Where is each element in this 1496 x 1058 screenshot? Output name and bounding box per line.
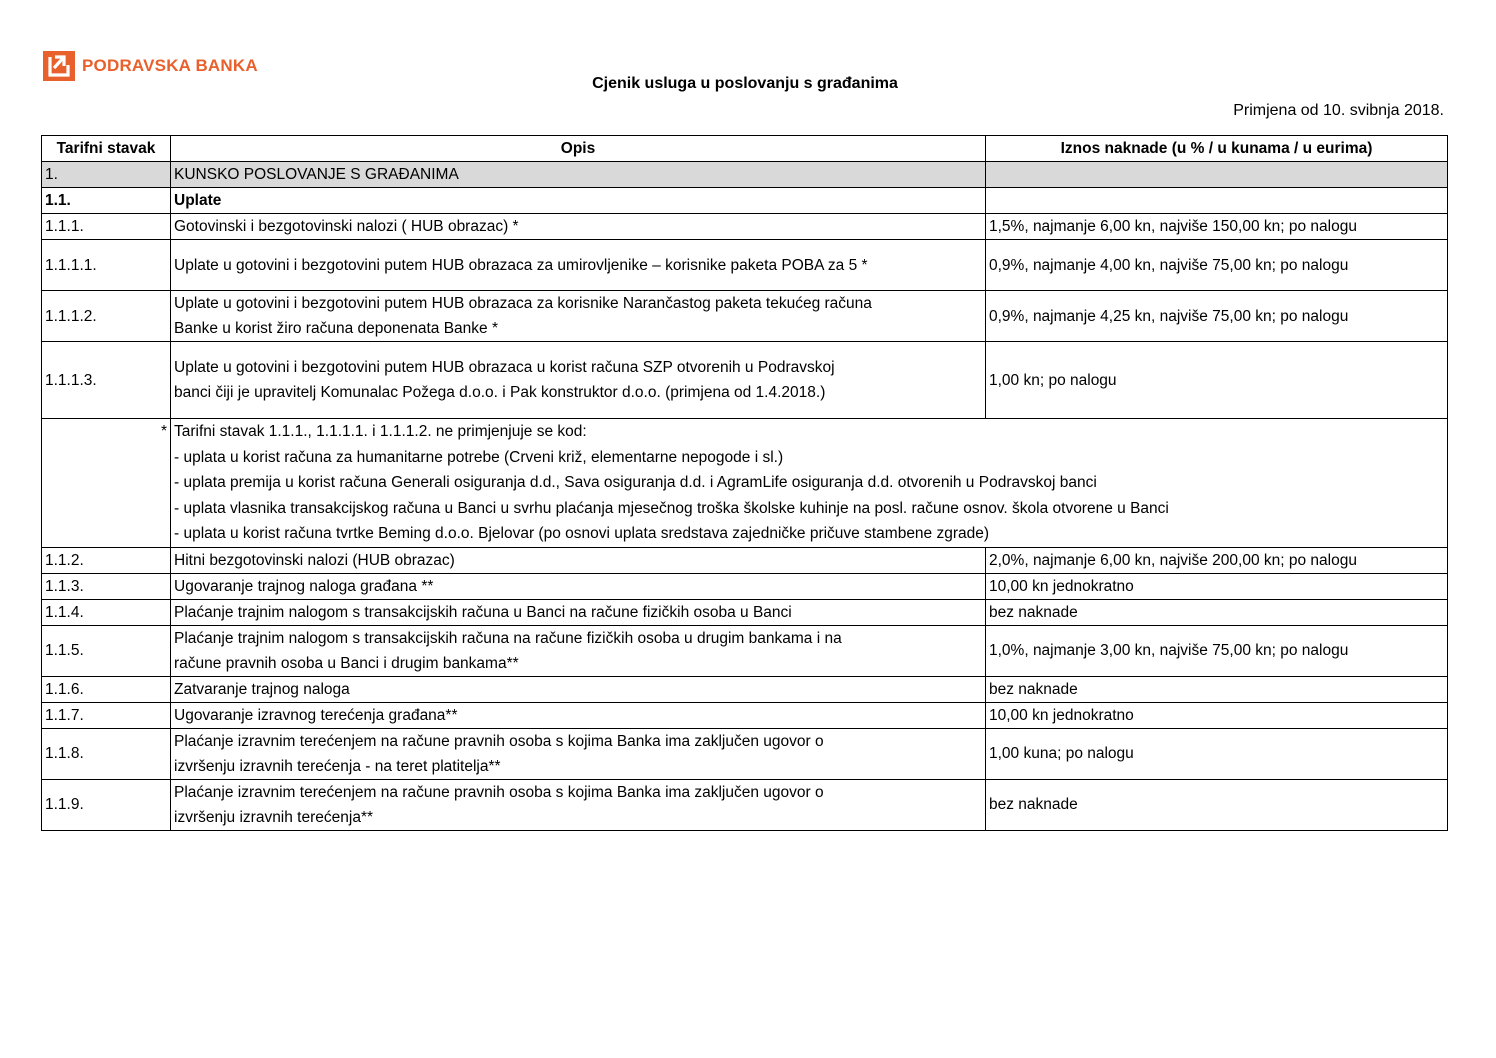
row-description-line: Banke u korist žiro računa deponenata Banke * [174, 320, 498, 337]
row-code: 1.1.1.1. [42, 240, 171, 291]
row-code: 1.1.6. [42, 676, 171, 702]
row-description [171, 625, 986, 676]
row-code: 1.1.2. [42, 547, 171, 573]
row-description [171, 573, 986, 599]
subsection-value [986, 188, 1448, 214]
row-fee: 10,00 kn jednokratno [986, 702, 1448, 728]
row-description [171, 599, 986, 625]
row-code: 1.1.3. [42, 573, 171, 599]
effective-date: Primjena od 10. svibnja 2018. [1233, 102, 1444, 119]
row-description [171, 779, 986, 830]
table-row [42, 214, 1448, 240]
row-description-line: Plaćanje trajnim nalogom s transakcijskih računa u Banci na račune fizičkih osoba u Banci [174, 603, 792, 621]
header-iznos-naknade: Iznos naknade (u % / u kunama / u eurima) [986, 136, 1448, 162]
table-header-row [42, 136, 1448, 162]
row-description-line: Uplate u gotovini i bezgotovini putem HUB obrazaca za umirovljenike – korisnike paketa POBA za 5 * [174, 256, 868, 274]
row-fee: bez naknade [986, 779, 1448, 830]
row-description-line: Uplate u gotovini i bezgotovini putem HUB obrazaca u korist računa SZP otvorenih u Podravskoj [174, 359, 835, 376]
note-row [42, 419, 1448, 548]
row-code: 1.1.5. [42, 625, 171, 676]
row-fee: 1,00 kn; po nalogu [986, 342, 1448, 419]
row-fee: 0,9%, najmanje 4,25 kn, najviše 75,00 kn; po nalogu [986, 291, 1448, 342]
row-fee: bez naknade [986, 599, 1448, 625]
row-code: 1.1.1.2. [42, 291, 171, 342]
row-fee: 10,00 kn jednokratno [986, 573, 1448, 599]
row-description-line: izvršenju izravnih terećenja** [174, 808, 374, 826]
note-line: - uplata vlasnika transakcijskog računa u Banci u svrhu plaćanja mjesečnog troška školske kuhinje na posl. račune osnov. škola otvorene u Banci [174, 499, 1169, 517]
table-row [42, 676, 1448, 702]
row-code: 1.1.4. [42, 599, 171, 625]
logo-text: PODRAVSKA BANKA [82, 56, 258, 75]
subsection-row [42, 188, 1448, 214]
table-row [42, 779, 1448, 830]
row-description-line: izvršenju izravnih terećenja - na teret platitelja** [174, 757, 501, 775]
row-code: 1.1.1. [42, 214, 171, 240]
note-star: * [42, 419, 171, 548]
row-fee: 1,0%, najmanje 3,00 kn, najviše 75,00 kn; po nalogu [986, 625, 1448, 676]
row-description-line: Plaćanje trajnim nalogom s transakcijskih računa na račune fizičkih osoba u drugim bankama i na [174, 629, 842, 647]
row-description [171, 728, 986, 779]
row-fee: 0,9%, najmanje 4,00 kn, najviše 75,00 kn; po nalogu [986, 240, 1448, 291]
row-description-line: Hitni bezgotovinski nalozi (HUB obrazac) [174, 551, 455, 569]
table-row [42, 291, 1448, 342]
table-row [42, 342, 1448, 419]
note-line: - uplata u korist računa za humanitarne potrebe (Crveni križ, elementarne nepogode i sl.) [174, 448, 784, 466]
section-row [42, 162, 1448, 188]
table-row [42, 599, 1448, 625]
row-fee: 2,0%, najmanje 6,00 kn, najviše 200,00 kn; po nalogu [986, 547, 1448, 573]
row-code: 1.1.8. [42, 728, 171, 779]
row-description [171, 240, 986, 291]
row-description-line: Plaćanje izravnim terećenjem na račune pravnih osoba s kojima Banka ima zaključen ugovor o [174, 783, 824, 801]
row-fee: bez naknade [986, 676, 1448, 702]
section-label: KUNSKO POSLOVANJE S GRAĐANIMA [171, 162, 986, 188]
table-row [42, 547, 1448, 573]
row-description [171, 291, 986, 342]
table-row [42, 702, 1448, 728]
row-description-line: Zatvaranje trajnog naloga [174, 680, 350, 698]
row-description-line: Plaćanje izravnim terećenjem na račune pravnih osoba s kojima Banka ima zaključen ugovor o [174, 732, 824, 750]
note-text [171, 419, 1448, 548]
row-description [171, 702, 986, 728]
table-row [42, 240, 1448, 291]
note-line: - uplata premija u korist računa Generali osiguranja d.d., Sava osiguranja d.d. i AgramLife osiguranja d.d. otvorenih u Podravskoj banci [174, 474, 1097, 491]
table-row [42, 728, 1448, 779]
note-line: Tarifni stavak 1.1.1., 1.1.1.1. i 1.1.1.2. ne primjenjuje se kod: [174, 423, 587, 440]
row-description-line: Uplate u gotovini i bezgotovini putem HUB obrazaca za korisnike Narančastog paketa tekućeg računa [174, 295, 872, 312]
subsection-label: Uplate [171, 188, 986, 214]
table-row [42, 573, 1448, 599]
row-description-line: račune pravnih osoba u Banci i drugim bankama** [174, 654, 519, 672]
header-tarifni-stavak: Tarifni stavak [42, 136, 171, 162]
section-code: 1. [42, 162, 171, 188]
note-line: - uplata u korist računa tvrtke Beming d.o.o. Bjelovar (po osnovi uplata sredstava zajedničke pričuve stambene zgrade) [174, 525, 990, 542]
row-fee: 1,00 kuna; po nalogu [986, 728, 1448, 779]
row-description-line: Ugovaranje trajnog naloga građana ** [174, 577, 434, 595]
row-description-line: Gotovinski i bezgotovinski nalozi ( HUB obrazac) * [174, 218, 519, 235]
row-description [171, 676, 986, 702]
subsection-code: 1.1. [42, 188, 171, 214]
price-list-table [41, 135, 1448, 831]
row-description [171, 214, 986, 240]
page-title: Cjenik usluga u poslovanju s građanima [592, 75, 898, 92]
header-opis: Opis [171, 136, 986, 162]
row-description [171, 342, 986, 419]
row-code: 1.1.7. [42, 702, 171, 728]
row-code: 1.1.9. [42, 779, 171, 830]
section-value [986, 162, 1448, 188]
row-code: 1.1.1.3. [42, 342, 171, 419]
row-description-line: Ugovaranje izravnog terećenja građana** [174, 706, 458, 724]
row-description [171, 547, 986, 573]
row-description-line: banci čiji je upravitelj Komunalac Požega d.o.o. i Pak konstruktor d.o.o. (primjena od 1.4.2018.) [174, 384, 826, 401]
row-fee: 1,5%, najmanje 6,00 kn, najviše 150,00 kn; po nalogu [986, 214, 1448, 240]
table-row [42, 625, 1448, 676]
